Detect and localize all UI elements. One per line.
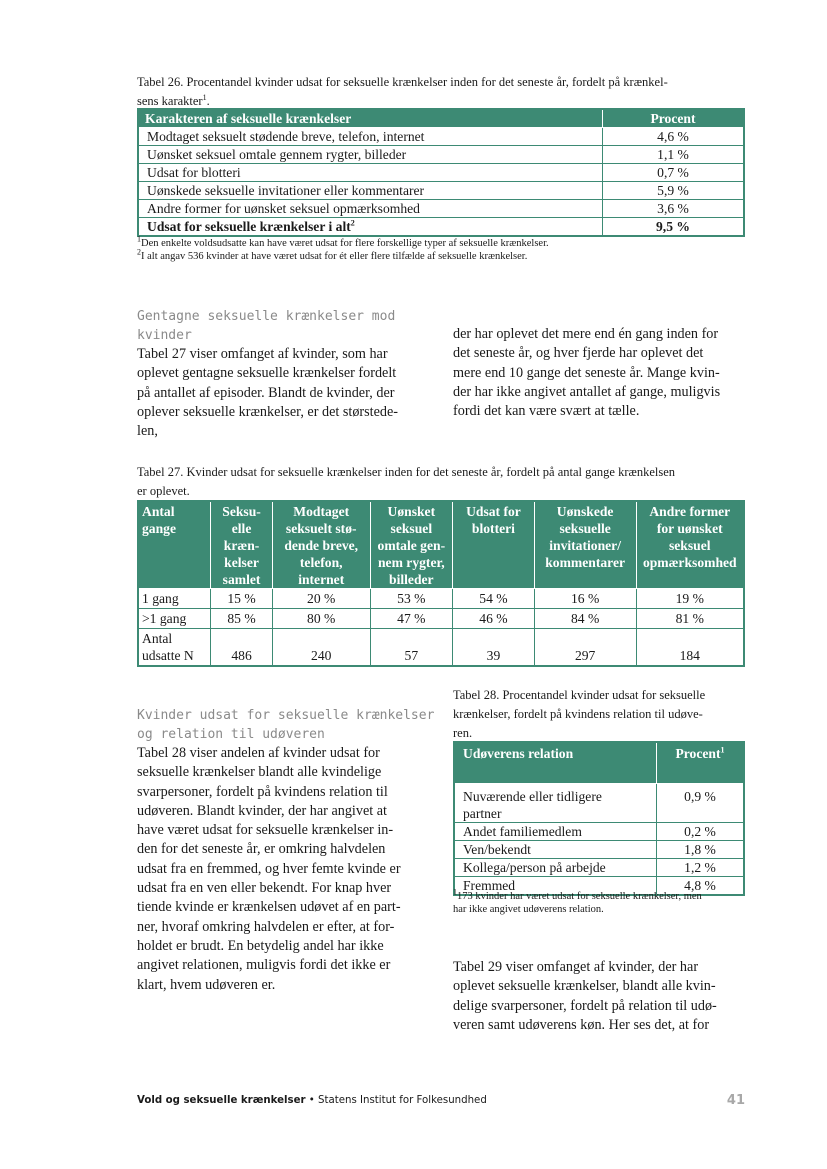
col-header-relation: Udøverens relation <box>454 742 657 784</box>
footnote-marker: 1 <box>202 92 207 102</box>
row-label: 1 gang <box>138 589 211 609</box>
cell: 20 % <box>272 589 370 609</box>
cell: 47 % <box>370 609 453 629</box>
row-value: 0,9 % <box>657 784 745 823</box>
cell: 80 % <box>272 609 370 629</box>
row-label: >1 gang <box>138 609 211 629</box>
col-header-percent: Procent <box>603 109 745 128</box>
section1-left-paragraph: Tabel 27 viser omfanget af kvinder, som har oplevet gentagne seksuelle krænkelser fordelt på antallet af episoder. Blandt de kvinder, der oplever seksuelle krænkelser, er det størstede- len, <box>137 346 399 440</box>
table28 <box>453 741 745 896</box>
table-header-row <box>138 501 744 589</box>
row-label: Antal udsatte N <box>138 629 211 667</box>
table-total-row <box>138 218 744 237</box>
section3-right-paragraph: Tabel 29 viser omfanget af kvinder, der har oplevet seksuelle krænkelser, blandt alle kvin- delige svarpersoner, fordelt på relation til udø- veren samt udøverens køn. Her ses det, at for <box>453 959 717 1033</box>
table28-caption: Tabel 28. Procentandel kvinder udsat for seksuelle krænkelser, fordelt på kvindens relation til udøve- ren. <box>453 688 706 740</box>
cell: 19 % <box>636 589 744 609</box>
section2-left-paragraph: Tabel 28 viser andelen af kvinder udsat for seksuelle krænkelser blandt alle kvindelige svarpersoner, fordelt på kvindens relation til udøveren. Blandt kvinder, der har angivet at have været udsat for seksuelle krænkelser in- den for det seneste år, er omkring halvdelen udsat fra en fremmed, og hver femte kvinde er udsat fra en ven eller bekendt. For knap hver tiende kvinde er krænkelsen udøvet af en part- ner, hvoraf omkring halvdelen er efter, at for- holdet er brudt. En betydelig andel har ikke angivet relationen, muligvis fordi det ikke er klart, hvem udøveren er. <box>137 745 401 993</box>
table26 <box>137 108 745 237</box>
cell: 240 <box>272 629 370 667</box>
table-row <box>138 589 744 609</box>
cell: 85 % <box>211 609 273 629</box>
row-label: Uønskede seksuelle invitationer eller kommentarer <box>138 182 603 200</box>
table-row <box>138 164 744 182</box>
col-header-category: Karakteren af seksuelle krænkelser <box>138 109 603 128</box>
cell: 84 % <box>534 609 636 629</box>
table-row <box>138 609 744 629</box>
footnote-marker: 2 <box>350 218 355 228</box>
cell: 46 % <box>453 609 535 629</box>
cell: 53 % <box>370 589 453 609</box>
table-row <box>454 823 744 841</box>
table27 <box>137 500 745 667</box>
section-heading-relation: Kvinder udsat for seksuelle krænkelser og relation til udøveren <box>137 708 435 742</box>
table-row-n <box>138 629 744 667</box>
page-number: 41 <box>726 1093 745 1108</box>
row-label: Modtaget seksuelt stødende breve, telefon, internet <box>138 128 603 146</box>
row-value: 1,2 % <box>657 859 745 877</box>
row-label: Ven/bekendt <box>454 841 657 859</box>
row-value: 4,8 % <box>657 877 745 896</box>
table-row <box>454 784 744 823</box>
table26-footnotes <box>137 234 757 263</box>
col-header-percent: Procent$^1$ <box>657 742 745 784</box>
cell: 297 <box>534 629 636 667</box>
page-footer <box>137 1095 487 1106</box>
cell: 486 <box>211 629 273 667</box>
total-value: 9,5 % <box>603 218 745 237</box>
row-value: 1,8 % <box>657 841 745 859</box>
row-value: 0,7 % <box>603 164 745 182</box>
row-value: 0,2 % <box>657 823 745 841</box>
cell: 54 % <box>453 589 535 609</box>
row-value: 5,9 % <box>603 182 745 200</box>
table26-footnote-1: $^1$Den enkelte voldsudsatte kan have været udsat for flere forskellige typer af seksuelle krænkelser. <box>137 234 549 249</box>
row-label: Andre former for uønsket seksuel opmærksomhed <box>138 200 603 218</box>
table-row <box>138 128 744 146</box>
cell: 184 <box>636 629 744 667</box>
cell: 81 % <box>636 609 744 629</box>
col-header-blotteri: Udsat for blotteri <box>453 501 535 589</box>
table-row <box>138 146 744 164</box>
table-row <box>138 182 744 200</box>
table-header-row <box>138 109 744 128</box>
section-heading-repeated: Gentagne seksuelle krænkelser mod kvinder <box>137 309 396 343</box>
row-label: Kollega/person på arbejde <box>454 859 657 877</box>
footer-title: Vold og seksuelle krænkelser <box>137 1095 306 1106</box>
table-row <box>454 841 744 859</box>
cell: 57 <box>370 629 453 667</box>
col-header-samlet: Seksu- elle kræn- kelser samlet <box>211 501 273 589</box>
table27-caption: Tabel 27. Kvinder udsat for seksuelle krænkelser inden for det seneste år, fordelt på antal gange krænkelsen er oplevet. <box>137 465 676 498</box>
table-row <box>138 200 744 218</box>
table28-footnote: $^1$173 kvinder har været udsat for seksuelle krænkelser, men har ikke angivet udøverens relation. <box>453 887 702 915</box>
table26-footnote-2: $^2$I alt angav 536 kvinder at have været udsat for ét eller flere tilfælde af seksuelle krænkelser. <box>137 247 528 262</box>
col-header-invitationer: Uønskede seksuelle invitationer/ kommentarer <box>534 501 636 589</box>
table-header-row <box>454 742 744 784</box>
table26-caption-line2: sens karakter$^1$. <box>137 92 210 108</box>
table26-caption <box>137 73 757 111</box>
cell: 16 % <box>534 589 636 609</box>
row-label: Andet familiemedlem <box>454 823 657 841</box>
row-value: 4,6 % <box>603 128 745 146</box>
footer-publisher: Statens Institut for Folkesundhed <box>318 1095 487 1106</box>
col-header-andre: Andre former for uønsket seksuel opmærksomhed <box>636 501 744 589</box>
cell: 15 % <box>211 589 273 609</box>
row-label: Uønsket seksuel omtale gennem rygter, billeder <box>138 146 603 164</box>
col-header-omtale: Uønsket seksuel omtale gen- nem rygter, billeder <box>370 501 453 589</box>
row-value: 1,1 % <box>603 146 745 164</box>
row-label: Fremmed <box>454 877 657 896</box>
total-label: Udsat for seksuelle krænkelser i alt$^2$ <box>138 218 603 237</box>
table26-caption-line1: Tabel 26. Procentandel kvinder udsat for seksuelle krænkelser inden for det seneste år, fordelt på krænkel- <box>137 75 668 89</box>
row-label: Udsat for blotteri <box>138 164 603 182</box>
col-header-antal-gange: Antal gange <box>138 501 211 589</box>
section1-right-paragraph: der har oplevet det mere end én gang inden for det seneste år, og hver fjerde har oplevet det mere end 10 gange det seneste år. Mange kvin- der har ikke angivet antallet af gange, muligvis fordi det kan være svært at tælle. <box>453 326 721 420</box>
row-label: Nuværende eller tidligere partner <box>454 784 657 823</box>
table-row <box>454 859 744 877</box>
footer-separator: • <box>305 1095 319 1106</box>
row-value: 3,6 % <box>603 200 745 218</box>
cell: 39 <box>453 629 535 667</box>
col-header-breve: Modtaget seksuelt stø- dende breve, telefon, internet <box>272 501 370 589</box>
